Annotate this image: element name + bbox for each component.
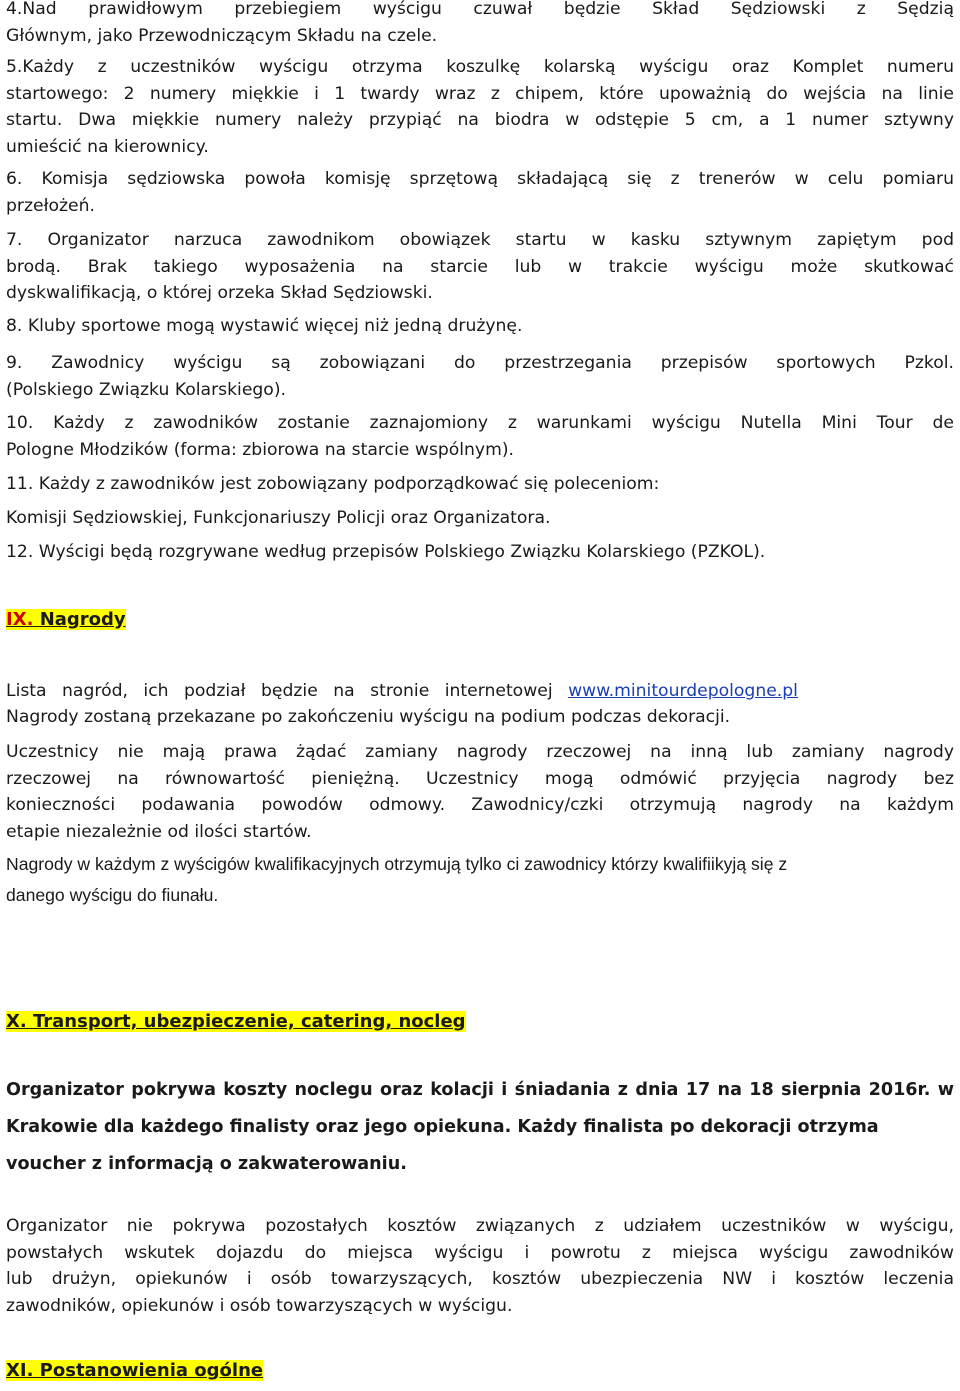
rule-item-11-line-1: 11. Każdy z zawodników jest zobowiązany podporządkować się poleceniom: [6,474,660,494]
qualifier-line-2: danego wyścigu do fiunału. [6,884,219,905]
rule-item-5-line-1: 5.Każdy z uczestników wyścigu otrzyma koszulkę kolarską wyścigu oraz Komplet numeru [6,57,954,77]
rule-item-10 [6,410,954,463]
rule-item-4 [6,0,954,49]
prize-para-line-4: etapie niezależnie od ilości startów. [6,821,312,842]
rule-item-5-line-2: startowego: 2 numery miękkie i 1 twardy wraz z chipem, które upoważnią do wejścia na linie [6,83,954,104]
prize-list-text: Lista nagród, ich podział będzie na stronie internetowej [6,681,553,701]
section-title-general: XI. Postanowienia ogólne [6,1360,264,1381]
accommodation-paragraph [6,1072,954,1183]
rule-item-9 [6,350,954,403]
accommodation-line-2: Krakowie dla każdego finalisty oraz jego opiekuna. Każdy finalista po dekoracji otrzyma [6,1117,879,1137]
prize-para-line-1: Uczestnicy nie mają prawa żądać zamiany nagrody rzeczowej na inną lub zamiany nagrody [6,742,954,762]
rule-item-7 [6,227,954,307]
section-heading-prizes [6,607,954,633]
rule-item-7-line-2: brodą. Brak takiego wyposażenia na starcie lub w trakcie wyścigu może skutkować [6,256,954,277]
section-number-ix: IX. [6,609,34,630]
prize-para-line-2: rzeczowej na równowartość pieniężną. Uczestnicy mogą odmówić przyjęcia nagrody bez [6,768,954,789]
rule-item-10-line-2: Pologne Młodzików (forma: zbiorowa na starcie wspólnym). [6,439,515,460]
section-heading-general [6,1358,954,1384]
rule-item-8: 8. Kluby sportowe mogą wystawić więcej niż jedną drużynę. [6,316,523,336]
prize-list-line [6,678,956,705]
section-heading-transport [6,1009,954,1035]
rule-item-11-line-2: Komisji Sędziowskiej, Funkcjonariuszy Policji oraz Organizatora. [6,508,551,528]
rule-item-5-line-4: umieścić na kierownicy. [6,136,209,157]
rule-item-7-line-3: dyskwalifikacją, o której orzeka Skład Sędziowski. [6,283,433,303]
rule-item-5-line-3: startu. Dwa miękkie numery należy przypiąć na biodra w odstępie 5 cm, a 1 numer sztywny [6,110,954,130]
costs-line-1: Organizator nie pokrywa pozostałych kosztów związanych z udziałem uczestników w wyścigu, [6,1216,954,1236]
qualifier-prizes-paragraph [6,851,954,908]
rule-item-4-line-2: Głównym, jako Przewodniczącym Składu na czele. [6,25,438,46]
costs-line-3: lub drużyn, opiekunów i osób towarzyszących, kosztów ubezpieczenia NW i kosztów leczenia [6,1269,954,1289]
section-title-prizes: Nagrody [39,609,126,630]
rule-item-12: 12. Wyścigi będą rozgrywane według przepisów Polskiego Związku Kolarskiego (PZKOL). [6,542,766,562]
rule-item-6-line-1: 6. Komisja sędziowska powoła komisję sprzętową składającą się z trenerów w celu pomiaru [6,169,954,189]
rule-item-5 [6,54,954,160]
qualifier-line-1: Nagrody w każdym z wyścigów kwalifikacyjnych otrzymują tylko ci zawodnicy którzy kwalifiikyją się z [6,854,788,874]
prize-delivery-line: Nagrody zostaną przekazane po zakończeniu wyścigu na podium podczas dekoracji. [6,707,731,727]
prize-exchange-paragraph [6,739,954,845]
rule-item-9-line-2: (Polskiego Związku Kolarskiego). [6,379,286,400]
rule-item-4-line-1: 4.Nad prawidłowym przebiegiem wyścigu czuwał będzie Skład Sędziowski z Sędzią [6,0,954,19]
rule-item-7-line-1: 7. Organizator narzuca zawodnikom obowiązek startu w kasku sztywnym zapiętym pod [6,230,954,250]
rule-item-6 [6,166,954,219]
prize-para-line-3: konieczności podawania powodów odmowy. Zawodnicy/czki otrzymują nagrody na każdym [6,795,954,815]
rule-item-9-line-1: 9. Zawodnicy wyścigu są zobowiązani do przestrzegania przepisów sportowych Pzkol. [6,353,954,373]
costs-paragraph [6,1213,954,1319]
rule-item-10-line-1: 10. Każdy z zawodników zostanie zaznajomiony z warunkami wyścigu Nutella Mini Tour de [6,413,954,433]
section-title-transport: X. Transport, ubezpieczenie, catering, nocleg [6,1011,466,1032]
costs-line-4: zawodników, opiekunów i osób towarzyszących w wyścigu. [6,1295,513,1316]
accommodation-line-1: Organizator pokrywa koszty noclegu oraz kolacji i śniadania z dnia 17 na 18 sierpnia 2016r. w [6,1080,954,1100]
costs-line-2: powstałych wskutek dojazdu do miejsca wyścigu i powrotu z miejsca wyścigu zawodników [6,1242,954,1263]
accommodation-line-3: voucher z informacją o zakwaterowaniu. [6,1154,407,1174]
rule-item-6-line-2: przełożeń. [6,195,95,216]
prize-website-link[interactable]: www.minitourdepologne.pl [568,681,798,701]
